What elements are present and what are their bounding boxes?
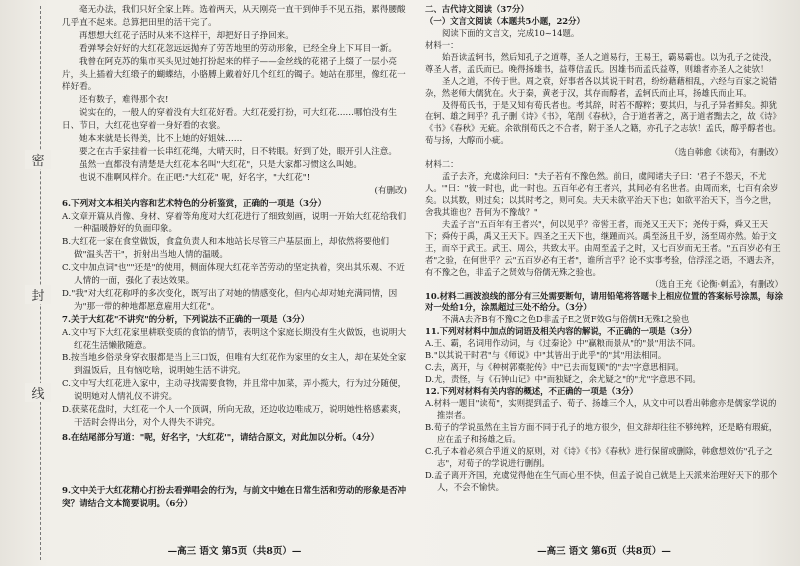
- question-6-option-d[interactable]: D."我"对大红花称呼的多次变化，既写出了对她的情感变化，但内心却对她充满同情，因为"那一带的种地都愿意雇用大红花"。: [62, 288, 398, 312]
- passage-paragraph: 还有数子，难得那个衣!: [79, 95, 169, 106]
- question-12-option-c[interactable]: C.孔子本着必须合乎道义的原则，对《诗》《书》《春秋》进行保留或删除，韩愈想效仿"孔子之志"，对荀子的学说进行删削。: [425, 445, 773, 468]
- passage-paragraph: 虽然一直都没有清楚是大红花本名叫"大红花"，只是大家都习惯这么叫她。: [79, 159, 362, 170]
- question-10-sentence: 不满A去齐B有不豫C之色D非孟子E之贤F效G与俗儒H无殊I之验也: [442, 314, 690, 325]
- material-2-label: 材料二：: [425, 159, 459, 170]
- question-9: 9.文中关于大红花精心打扮去看弹唱会的行为，与前文中她在日常生活和劳动的形象是否冲突？请结合文本简要说明。（6分）: [62, 485, 407, 509]
- material-2-paragraph: 夫孟子言"五百年有王者兴"，何以见乎？帝喾王者，而尧又王天下；尧传于舜，舜又王天下；舜传于禹，禹又王天下。四圣之王天下也，继踵而兴。禹至汤且千岁，汤至周亦然。始于文王，而卒于武王。武王、周公，共致太平。由周至孟子之时，又七百岁而无王者。"五百岁必有王者"之验，在何世乎？云"五百岁必有王者"，谁所言乎？论不实事考验，信浮淫之语，不遇去齐，有不豫之色，非孟子之贤效与俗儒无殊之验也。: [425, 218, 781, 277]
- right-column: [425, 4, 783, 493]
- subsection-title: （一）文言文阅读（本题共5小题，22分）: [425, 15, 585, 26]
- question-12-option-b[interactable]: B.荀子的学说虽然在主旨方面不同于孔子的地方很少，但文辞却往往不够纯粹，还是略有瑕疵，应在孟子和扬雄之后。: [425, 421, 778, 444]
- passage-source: (有删改): [374, 185, 407, 196]
- question-11-option-c[interactable]: C.去，离开，与《种树郭橐驼传》中"已去而复顾"的"去"字意思相同。: [425, 362, 684, 373]
- left-column: [62, 4, 407, 511]
- question-11-option-d[interactable]: D.尤，责怪，与《石钟山记》中"而独疑之，余尤疑之"的"尤"字意思不同。: [425, 374, 701, 385]
- question-10-stem: 10.材料二画波浪线的部分有三处需要断句，请用铅笔将答题卡上相应位置的答案标号涂黑，每涂对一处给1分，涂黑超过三处不给分。（3分）: [425, 290, 783, 313]
- material-1-label: 材料一：: [425, 39, 459, 50]
- question-8: 8.在结尾部分写道："呢，好名字，'大红花'"，请结合原文，对此加以分析。（4分）: [62, 432, 380, 443]
- question-11-option-a[interactable]: A.王、霸，名词用作动词，与《过秦论》中"赢粮而景从"的"景"用法不同。: [425, 338, 701, 349]
- passage-paragraph: 说实在的，一般人的穿着没有大红花好看。大红花爱打扮，可大红花……哪怕没有生日、节日，大红花也穿着一身好看的衣裳。: [62, 108, 397, 132]
- question-7-option-b[interactable]: B.按当地乡俗录身穿衣服都是当上三口饭，但唯有大红花作为家里的女主人，却在某处全家到温饭后，且有恼吃啥，说明她生活不讲究。: [62, 353, 407, 377]
- question-6-stem: 6.下列对文本相关内容和艺术特色的分析鉴赏，正确的一项是（3分）: [62, 198, 327, 209]
- passage-paragraph: 毫无办法，我们只好全家上阵。选着两天，从天刚亮一直干到伸手不见五指，累得腰酸几乎直不起来。总算把田里的活干完了。: [62, 5, 406, 28]
- question-12-stem: 12.下列对材料有关内容的概述，不正确的一项是（3分）: [425, 386, 639, 396]
- material-1-paragraph: 始吾读孟轲书，然后知孔子之道尊，圣人之道易行，王易王，霸易霸也。以为孔子之徒没，尊圣人者，孟氏而已。晚得扬雄书，益尊信孟氏。因雄书而孟氏益尊，则雄者亦圣人之徒欤！: [425, 51, 777, 74]
- passage-paragraph: 她本来就是长得美，比不上她的好姐妹……: [79, 134, 243, 145]
- margin-mark-mi: 密: [25, 150, 51, 169]
- seal-line: [40, 6, 41, 560]
- margin-mark-feng: 封: [25, 285, 51, 304]
- question-7-option-d[interactable]: D.获菜花盘时，大红花一个人一个顶调，所向无敌，还边收边唯成万，说明她性格感素爽，干活时会得出分，对个人得失不讲究。: [62, 405, 407, 428]
- passage-paragraph: 再想想大红花子活时从来不这样干，却把好日子挣回来。: [79, 30, 294, 41]
- question-11-option-b[interactable]: B."以其说干时君"与《师说》中"其皆出于此乎"的"其"用法相同。: [425, 350, 667, 361]
- material-1-source: （选自韩愈《读荀》，有删改）: [669, 147, 783, 158]
- page-footer-right: —高三 语文 第6页（共8页）—: [537, 546, 671, 557]
- passage-paragraph: 我曾在阿克苏的集市买头见过她打扮起来的样子——金丝线的花裙子上缀了一层小亮片，头上插着大红缎子的蝴蝶结，小胳膊上戴着好几个红红的镯子。她站在那里，像红花一样好看。: [62, 56, 406, 93]
- question-6-option-a[interactable]: A.文章开篇从肖像、身材、穿着等角度对大红花进行了细致刻画，说明一开始大红花给我们一种温暖静好的负面印象。: [62, 211, 407, 235]
- question-7-stem: 7.关于大红花"不讲究"的分析，下列说法不正确的一项是（3分）: [62, 314, 310, 325]
- question-7-option-c[interactable]: C.文中写大红花进入家中，主动寻找需要食物，并且常中加菜，弄小揽大，行为过分随便，说明她对人情礼仪不讲究。: [62, 379, 407, 403]
- passage-paragraph: 要之在古手家挂着一长串红花绳，大晴天时，日不转眼。好到了处，眼开引人注意。: [79, 146, 397, 157]
- question-12-option-d[interactable]: D.孟子离开齐国，充虞觉得他在生气而心里不快，但孟子说自己就是上天派来治理好天下的那个人，不会不愉快。: [425, 469, 778, 492]
- question-6-option-b[interactable]: B.大红花一家在食堂做饭，食盒负责人和本地站长尽管三户基层面上，却依然将要他们做"温头苦干"，折射出当地人情的温暖。: [62, 237, 390, 261]
- margin-mark-xian: 线: [25, 383, 51, 402]
- material-1-paragraph: 圣人之道，不传于世。周之衰，好事者各以其说干时君，纷纷藉藉相乱，六经与百家之说错杂，然老师大儒犹在。火于秦，黄老于汉，其存而醇者，孟轲氏而止耳，扬雄氏而止耳。: [425, 75, 777, 98]
- passage-paragraph: 也说不准啊风样介。在正吧:"大红花" 呢，好名字，"大红花"!: [79, 172, 311, 183]
- question-6-option-c[interactable]: C.文中加点词"也""还是"的使用，侧面体现大红花辛苦劳动的坚定执着，突出其乐观、不近人情的一面，强化了表达效果。: [62, 263, 405, 287]
- section-title: 二、古代诗文阅读（37分）: [425, 4, 529, 14]
- question-12-option-a[interactable]: A.材料一题目"读荀"，实则提到孟子、荀子、扬雄三个人，从文中可以看出韩愈亦是儒家学说的推崇者。: [425, 397, 777, 420]
- material-2-source: （选自王充《论衡·刺孟》，有删改）: [650, 278, 783, 289]
- material-1-paragraph: 及得荀氏书，于是又知有荀氏者也。考其辞，时若不醇粹；要其归，与孔子异者鲜矣。抑犹在轲、雄之间乎？孔子删《诗》《书》，笔削《春秋》，合于道者著之，离于道者黜去之，故《诗》《书》《春秋》无疵。余欲削荀氏之不合者，附于圣人之籍，亦孔子之志欤！孟氏，醇乎醇者也。荀与扬，大醇而小疵。: [425, 99, 781, 146]
- question-11-stem: 11.下列对材料中加点的词语及相关内容的解说，不正确的一项是（3分）: [425, 326, 697, 337]
- passage-paragraph: 看弹琴会好好的大红花忽远远抛弃了劳苦地里的劳动形象，已经全身上下耳目一新。: [79, 43, 397, 54]
- material-2-paragraph: 孟子去齐，充虞涂问曰："夫子若有不豫色然。前日，虞闻诸夫子曰：'君子不怨天，不尤人。'"曰："彼一时也，此一时也。五百年必有王者兴，其间必有名世者。由周而来，七百有余岁矣。以其数，则过矣；以其时考之，则可矣。夫天未欲平治天下也；如欲平治天下，当今之世，舍我其谁也？吾何为不豫哉？": [425, 171, 779, 217]
- page-footer-left: —高三 语文 第5页（共8页）—: [167, 546, 302, 557]
- question-7-option-a[interactable]: A.文中写下大红花家里耕联变质的食馅的情节，表明这个家庭长期没有生火做饭，也说明大红花生活懒散随意。: [62, 327, 407, 351]
- binding-margin: [8, 0, 54, 566]
- section-instruction: 阅读下面的文言文，完成10~14题。: [442, 27, 580, 38]
